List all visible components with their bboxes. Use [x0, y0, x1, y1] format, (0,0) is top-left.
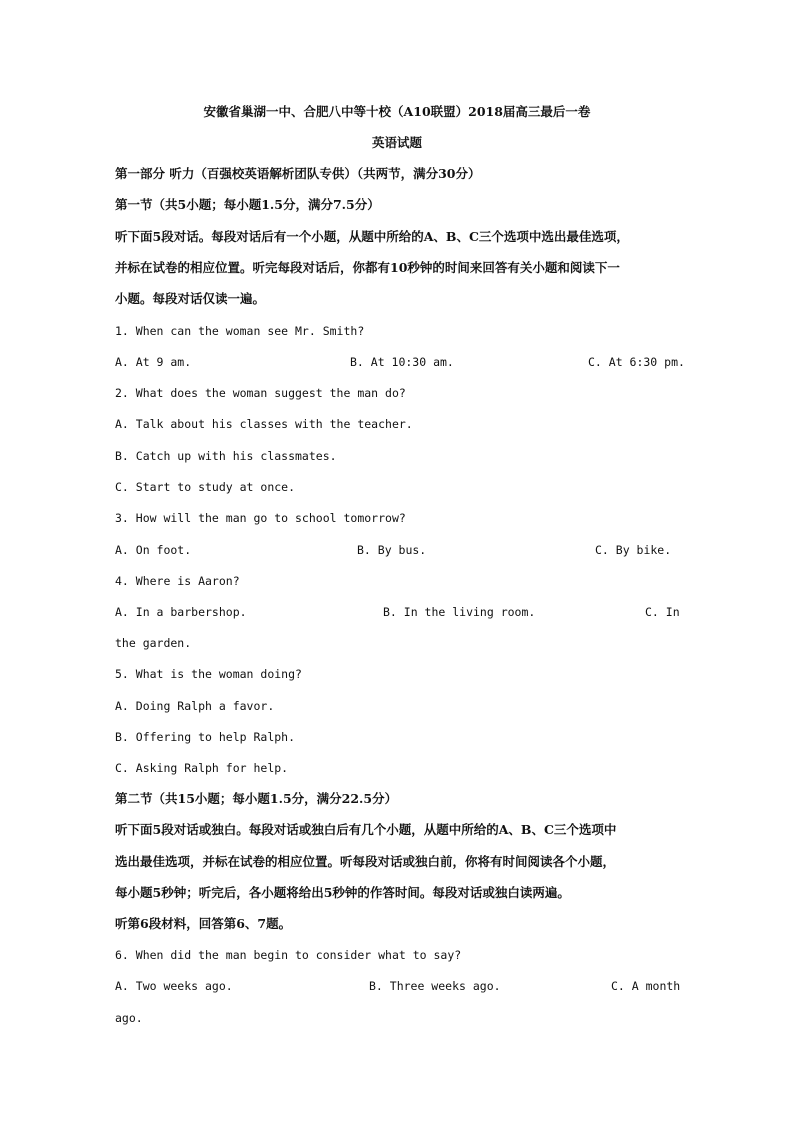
option-c: C. Start to study at once. [115, 480, 296, 494]
question-stem: 1. When can the woman see Mr. Smith? [115, 324, 365, 338]
option-b: B. In the living room. [383, 605, 536, 619]
option-b: B. By bus. [357, 543, 427, 557]
option-a: A. On foot. [115, 543, 192, 557]
option-a: A. At 9 am. [115, 355, 192, 369]
question-stem: 4. Where is Aaron? [115, 574, 240, 588]
section1-instruction-line: 小题。每段对话仅读一遍。 [115, 291, 266, 306]
option-c: C. By bike. [595, 543, 672, 557]
option-a: A. Talk about his classes with the teacher. [115, 417, 413, 431]
section2-instruction-line: 每小题5秒钟；听完后，各小题将给出5秒钟的作答时间。每段对话或独白读两遍。 [115, 885, 570, 900]
section2-instruction-line: 选出最佳选项，并标在试卷的相应位置。听每段对话或独白前，你将有时间阅读各个小题， [115, 854, 616, 869]
part1-heading: 第一部分 听力（百强校英语解析团队专供）（共两节，满分30分） [115, 166, 481, 181]
material-heading: 听第6段材料，回答第6、7题。 [115, 916, 292, 931]
option-c: C. Asking Ralph for help. [115, 761, 289, 775]
option-c: C. In [645, 605, 680, 619]
section2-instruction-line: 听下面5段对话或独白。每段对话或独白后有几个小题，从题中所给的A、B、C三个选项中 [115, 822, 617, 837]
question-stem: 3. How will the man go to school tomorrow? [115, 511, 406, 525]
option-c-continued: the garden. [115, 636, 192, 650]
option-a: A. Doing Ralph a favor. [115, 699, 275, 713]
option-a: A. In a barbershop. [115, 605, 247, 619]
section1-heading: 第一节（共5小题；每小题1.5分，满分7.5分） [115, 197, 380, 212]
question-stem: 2. What does the woman suggest the man do? [115, 386, 406, 400]
section2-heading: 第二节（共15小题；每小题1.5分，满分22.5分） [115, 791, 398, 806]
question-stem: 6. When did the man begin to consider what to say? [115, 948, 462, 962]
option-b: B. Three weeks ago. [369, 979, 501, 993]
option-b: B. At 10:30 am. [350, 355, 454, 369]
option-c: C. At 6:30 pm. [588, 355, 685, 369]
section1-instruction-line: 听下面5段对话。每段对话后有一个小题，从题中所给的A、B、C三个选项中选出最佳选项， [115, 229, 629, 244]
exam-subtitle: 英语试题 [371, 135, 422, 150]
option-c: C. A month [611, 979, 681, 993]
option-b: B. Offering to help Ralph. [115, 730, 296, 744]
option-a: A. Two weeks ago. [115, 979, 233, 993]
option-c-continued: ago. [115, 1011, 143, 1025]
exam-title: 安徽省巢湖一中、合肥八中等十校（A10联盟）2018届高三最后一卷 [203, 104, 591, 119]
question-stem: 5. What is the woman doing? [115, 667, 302, 681]
section1-instruction-line: 并标在试卷的相应位置。听完每段对话后，你都有10秒钟的时间来回答有关小题和阅读下一 [115, 260, 620, 275]
option-b: B. Catch up with his classmates. [115, 449, 337, 463]
